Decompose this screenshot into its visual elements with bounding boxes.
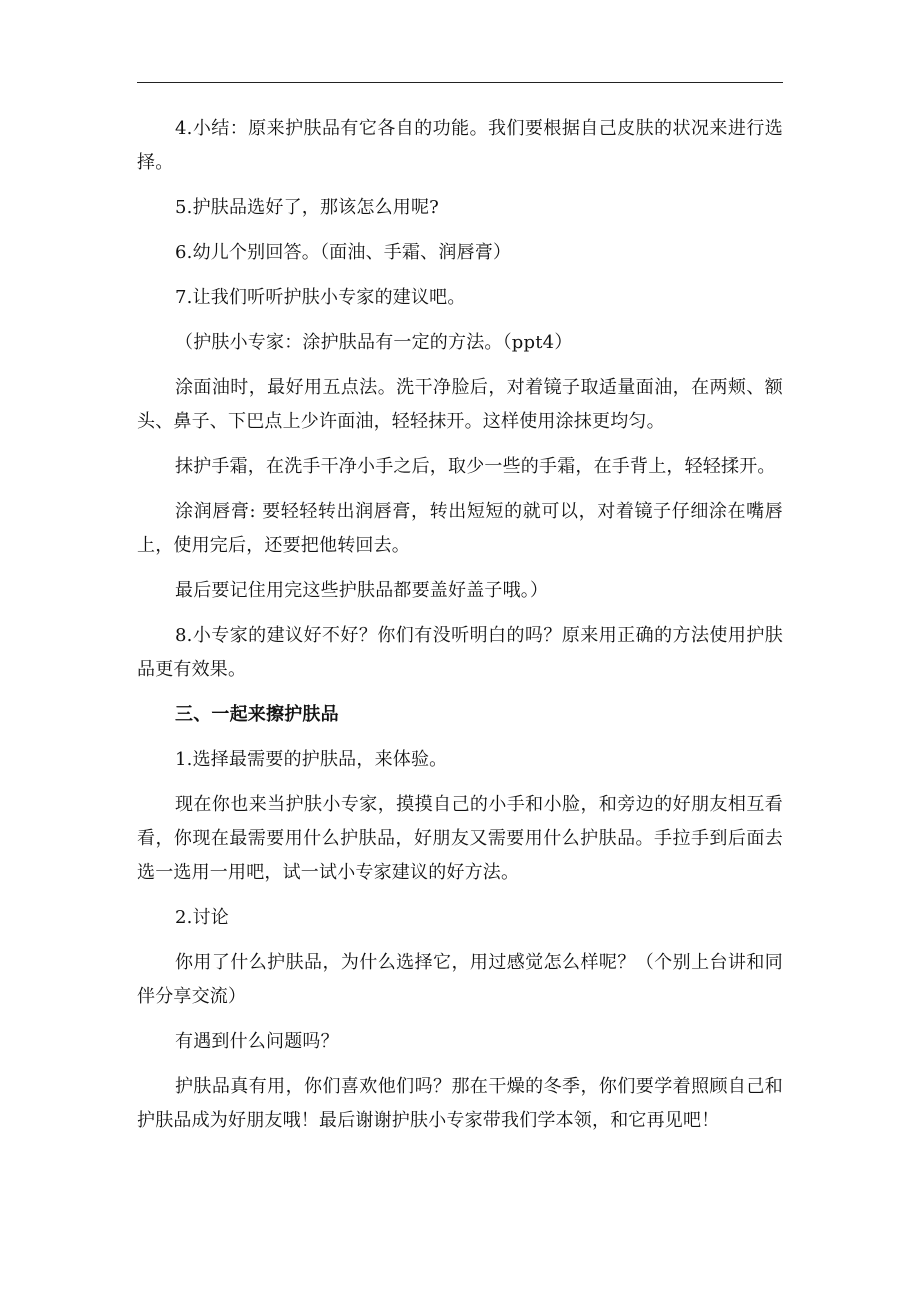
paragraph: 最后要记住用完这些护肤品都要盖好盖子哦。）	[175, 580, 549, 601]
paragraph: 涂润唇膏: 要轻轻转出润唇膏，转出短短的就可以，对着镜子仔细涂在嘴唇上，使用完后，还要把他转回去。	[137, 501, 783, 556]
header-rule	[137, 82, 783, 83]
paragraph: 7.让我们听听护肤小专家的建议吧。	[175, 287, 466, 308]
paragraph: 8.小专家的建议好不好？你们有没听明白的吗？原来用正确的方法使用护肤品更有效果。	[137, 625, 783, 680]
paragraph: 1.选择最需要的护肤品，来体验。	[175, 749, 448, 770]
paragraph: 你用了什么护肤品，为什么选择它，用过感觉怎么样呢？（个别上台讲和同伴分享交流）	[137, 952, 783, 1007]
section-heading: 三、一起来擦护肤品	[175, 704, 339, 725]
paragraph: 抹护手霜，在洗手干净小手之后，取少一些的手霜，在手背上，轻轻揉开。	[175, 456, 776, 477]
paragraph: 5.护肤品选好了，那该怎么用呢?	[175, 197, 440, 218]
paragraph: 现在你也来当护肤小专家，摸摸自己的小手和小脸，和旁边的好朋友相互看看，你现在最需要用什么护肤品，好朋友又需要用什么护肤品。手拉手到后面去选一选用一用吧，试一试小专家建议的好方法。	[137, 794, 783, 883]
paragraph: 护肤品真有用，你们喜欢他们吗？那在干燥的冬季，你们要学着照顾自己和护肤品成为好朋友哦！最后谢谢护肤小专家带我们学本领，和它再见吧！	[137, 1076, 783, 1131]
paragraph: 2.讨论	[175, 907, 229, 928]
paragraph: 有遇到什么问题吗？	[175, 1031, 339, 1052]
paragraph: 6.幼儿个别回答。（面油、手霜、润唇膏）	[175, 242, 512, 263]
paragraph: 4.小结：原来护肤品有它各自的功能。我们要根据自己皮肤的状况来进行选择。	[137, 118, 783, 173]
paragraph: 涂面油时，最好用五点法。洗干净脸后，对着镜子取适量面油，在两颊、额头、鼻子、下巴点上少许面油，轻轻抹开。这样使用涂抹更均匀。	[137, 377, 783, 432]
document-body	[137, 112, 783, 1149]
paragraph: （护肤小专家：涂护肤品有一定的方法。（ppt4）	[175, 332, 573, 353]
